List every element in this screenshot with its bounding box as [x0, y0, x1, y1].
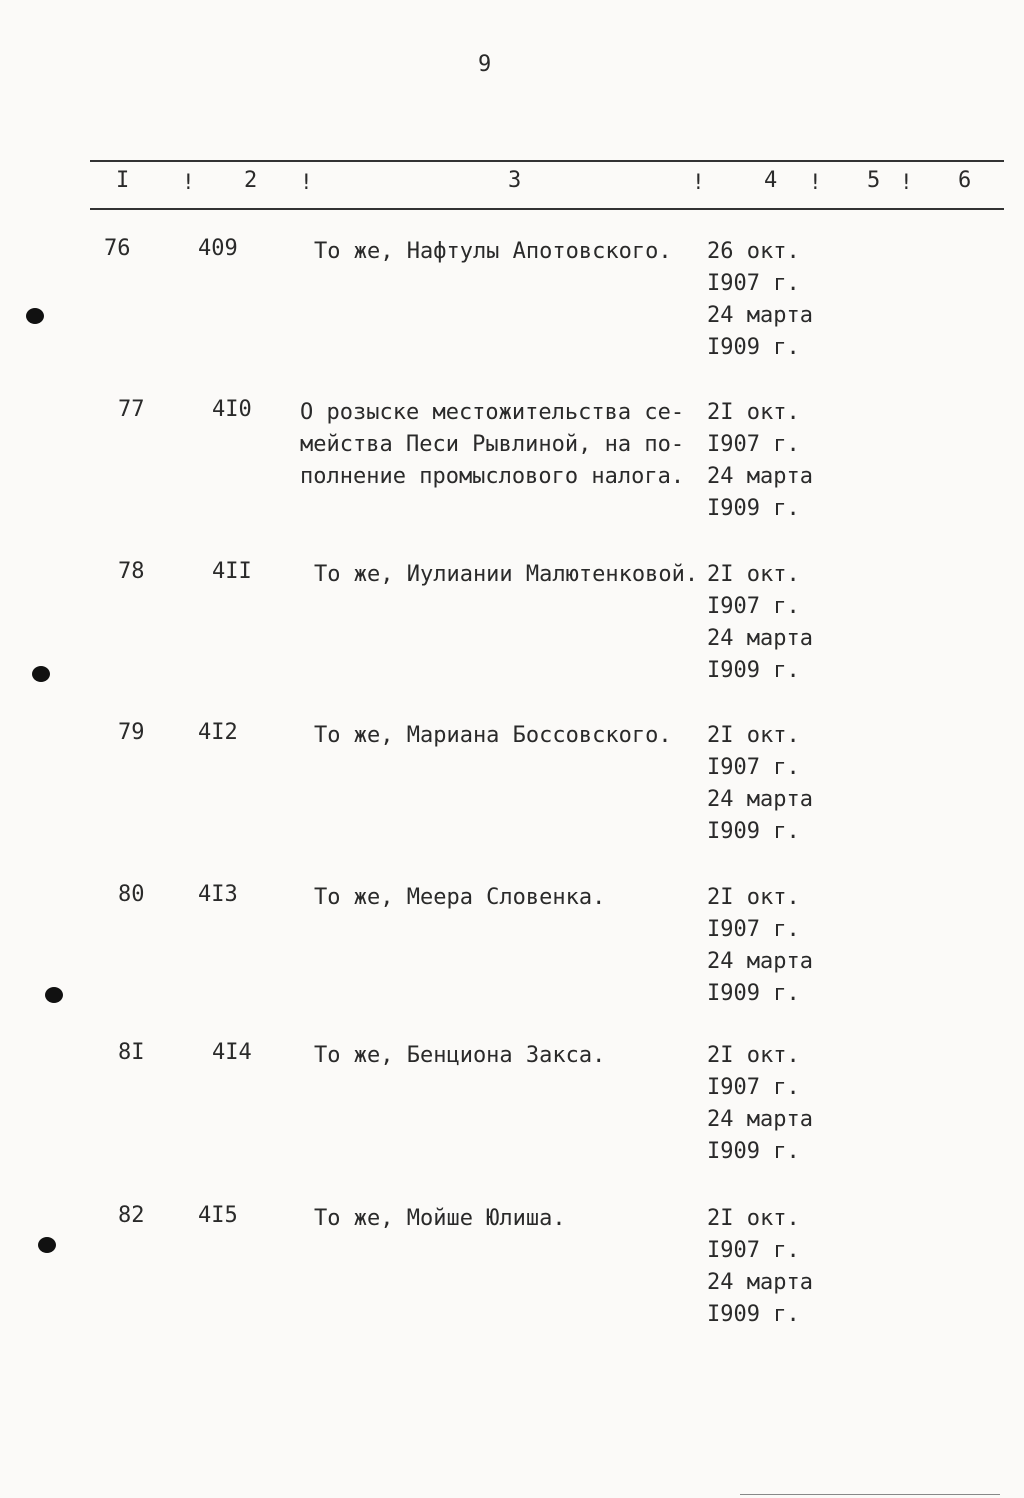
- start-date: 2I окт.: [707, 1043, 800, 1068]
- header-col-5: 5: [867, 168, 881, 193]
- end-year: I909 г.: [707, 981, 800, 1006]
- end-date: 24 марта: [707, 787, 813, 812]
- end-date: 24 марта: [707, 949, 813, 974]
- start-year: I907 г.: [707, 917, 800, 942]
- case-number: 4I2: [198, 720, 238, 745]
- punch-hole-icon: [45, 987, 63, 1003]
- start-date: 2I окт.: [707, 562, 800, 587]
- case-number: 4I5: [198, 1203, 238, 1228]
- case-number: 4I4: [212, 1040, 252, 1065]
- punch-hole-icon: [26, 308, 44, 324]
- case-title: То же, Меера Словенка.: [314, 885, 606, 910]
- start-year: I907 г.: [707, 1238, 800, 1263]
- end-date: 24 марта: [707, 464, 813, 489]
- header-separator: !: [809, 170, 822, 194]
- row-number: 82: [118, 1203, 145, 1228]
- start-year: I907 г.: [707, 755, 800, 780]
- start-date: 2I окт.: [707, 1206, 800, 1231]
- punch-hole-icon: [32, 666, 50, 682]
- punch-hole-icon: [38, 1237, 56, 1253]
- date-range: [707, 236, 813, 364]
- case-title: То же, Мойше Юлиша.: [314, 1206, 566, 1231]
- start-year: I907 г.: [707, 594, 800, 619]
- row-number: 79: [118, 720, 145, 745]
- case-number: 409: [198, 236, 238, 261]
- header-separator: !: [300, 170, 313, 194]
- end-date: 24 марта: [707, 303, 813, 328]
- start-date: 26 окт.: [707, 239, 800, 264]
- start-date: 2I окт.: [707, 400, 800, 425]
- page-edge-line: [740, 1494, 1000, 1495]
- case-number: 4II: [212, 559, 252, 584]
- case-title: То же, Мариана Боссовского.: [314, 723, 672, 748]
- date-range: [707, 397, 813, 525]
- start-year: I907 г.: [707, 1075, 800, 1100]
- case-number: 4I0: [212, 397, 252, 422]
- row-number: 78: [118, 559, 145, 584]
- end-year: I909 г.: [707, 658, 800, 683]
- header-col-1: I: [116, 168, 130, 193]
- header-separator: !: [692, 170, 705, 194]
- end-year: I909 г.: [707, 335, 800, 360]
- end-year: I909 г.: [707, 1302, 800, 1327]
- header-col-3: 3: [508, 168, 522, 193]
- header-col-4: 4: [764, 168, 778, 193]
- table-header-rule: [90, 208, 1004, 210]
- case-title: О розыске местожительства се- мейства Песи Рывлиной, на по- полнение промыслового налога.: [300, 400, 685, 489]
- date-range: [707, 1040, 813, 1168]
- case-title: То же, Иулиании Малютенковой.: [314, 562, 699, 587]
- row-number: 77: [118, 397, 145, 422]
- row-number: 80: [118, 882, 145, 907]
- header-separator: !: [900, 170, 913, 194]
- case-title: То же, Нафтулы Апотовского.: [314, 239, 672, 264]
- start-date: 2I окт.: [707, 723, 800, 748]
- end-year: I909 г.: [707, 1139, 800, 1164]
- header-col-2: 2: [244, 168, 258, 193]
- date-range: [707, 559, 813, 687]
- start-year: I907 г.: [707, 271, 800, 296]
- end-year: I909 г.: [707, 819, 800, 844]
- date-range: [707, 882, 813, 1010]
- case-title: То же, Бенциона Закса.: [314, 1043, 606, 1068]
- end-date: 24 марта: [707, 1270, 813, 1295]
- header-separator: !: [182, 170, 195, 194]
- date-range: [707, 720, 813, 848]
- start-date: 2I окт.: [707, 885, 800, 910]
- page-number: 9: [478, 52, 492, 77]
- table-top-rule: [90, 160, 1004, 162]
- date-range: [707, 1203, 813, 1331]
- row-number: 76: [104, 236, 131, 261]
- header-col-6: 6: [958, 168, 972, 193]
- case-number: 4I3: [198, 882, 238, 907]
- row-number: 8I: [118, 1040, 145, 1065]
- end-date: 24 марта: [707, 626, 813, 651]
- end-year: I909 г.: [707, 496, 800, 521]
- start-year: I907 г.: [707, 432, 800, 457]
- end-date: 24 марта: [707, 1107, 813, 1132]
